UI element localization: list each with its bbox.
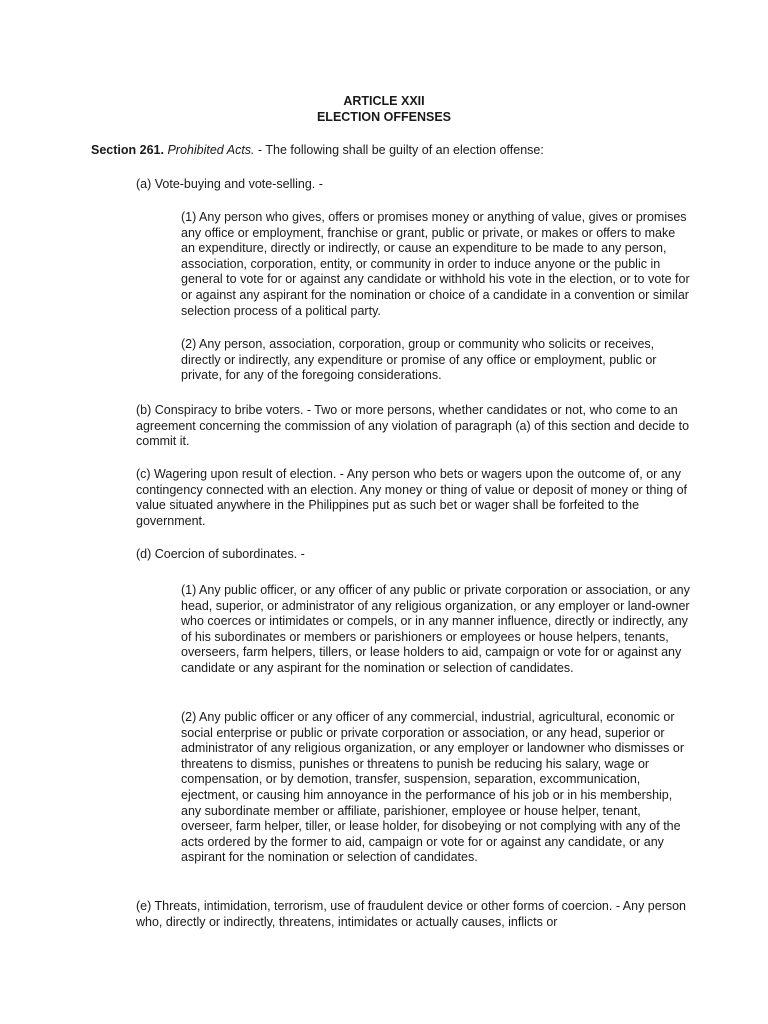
section-heading	[91, 143, 691, 159]
paragraph-c: (c) Wagering upon result of election. - Any person who bets or wagers upon the outcome of, or any contingency connected with an election. Any money or thing of value or deposit of money or thing of value situated anywhere in the Philippines put as such bet or wager shall be forfeited to the government.	[136, 467, 688, 528]
section-intro: - The following shall be guilty of an election offense:	[254, 143, 544, 157]
paragraph-a: (a) Vote-buying and vote-selling. -	[136, 177, 323, 191]
paragraph-d2: (2) Any public officer or any officer of any commercial, industrial, agricultural, economic or social enterprise or public or private corporation or association, or any head, superior or administrator of any religious organization, or any employer or landowner who dismisses or threatens to dismiss, punishes or threatens to punish be reducing his salary, wage or compensation, or by demotion, transfer, suspension, separation, excommunication, ejectment, or causing him annoyance in the performance of his job or in his membership, any subordinate member or affiliate, parishioner, employee or house helper, tenant, overseer, farm helper, tiller, or lease holder, for disobeying or not complying with any of the acts ordered by the former to aid, campaign or vote for or against any candidate, or any aspirant for the nomination or selection of candidates.	[181, 710, 685, 865]
paragraph-a1: (1) Any person who gives, offers or promises money or anything of value, gives or promises any office or employment, franchise or grant, public or private, or makes or offers to make an expenditure, directly or indirectly, or cause an expenditure to be made to any person, association, corporation, entity, or community in order to induce anyone or the public in general to vote for or against any candidate or withhold his vote in the election, or to vote for or against any aspirant for the nomination or choice of a candidate in a convention or similar selection process of a political party.	[181, 210, 690, 318]
section-label: Section 261.	[91, 143, 164, 157]
paragraph-b: (b) Conspiracy to bribe voters. - Two or more persons, whether candidates or not, who come to an agreement concerning the commission of any violation of paragraph (a) of this section and decide to commit it.	[136, 403, 690, 449]
paragraph-e: (e) Threats, intimidation, terrorism, use of fraudulent device or other forms of coercion. - Any person who, directly or indirectly, threatens, intimidates or actually causes, inflicts or	[136, 899, 687, 929]
paragraph-a2: (2) Any person, association, corporation, group or community who solicits or receives, directly or indirectly, any expenditure or promise of any office or employment, public or private, for any of the foregoing considerations.	[181, 337, 657, 383]
section-title: Prohibited Acts.	[167, 143, 255, 157]
paragraph-d1: (1) Any public officer, or any officer of any public or private corporation or association, or any head, superior, or administrator of any religious organization, or any employer or land-owner who coerces or intimidates or compels, or in any manner influence, directly or indirectly, any of his subordinates or members or parishioners or employees or house helpers, tenants, overseers, farm helpers, tillers, or lease holders to aid, campaign or vote for or against any candidate or any aspirant for the nomination or selection of candidates.	[181, 583, 690, 675]
article-title: ARTICLE XXII	[343, 94, 425, 108]
article-subtitle: ELECTION OFFENSES	[316, 110, 452, 124]
paragraph-d: (d) Coercion of subordinates. -	[136, 547, 305, 561]
